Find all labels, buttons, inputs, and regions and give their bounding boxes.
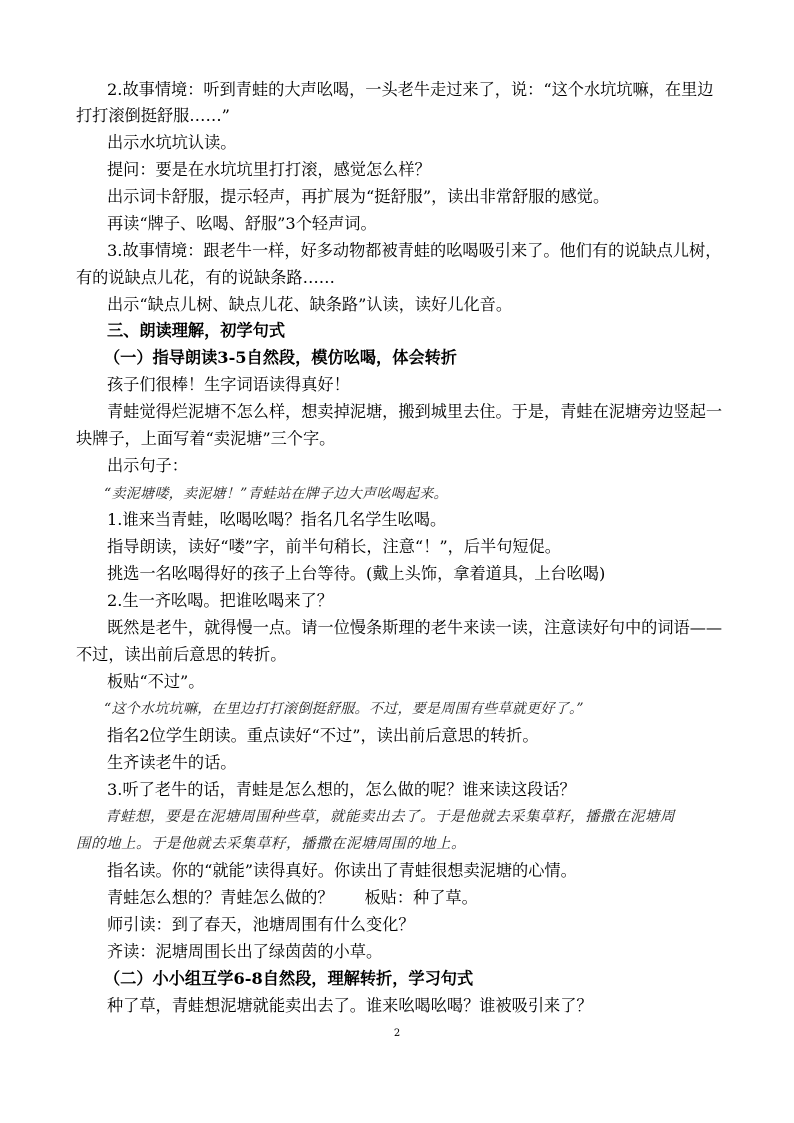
text-line: 有的说缺点儿花，有的说缺条路…… [76,268,335,287]
text-line: 1.谁来当青蛙，吆喝吆喝？指名几名学生吆喝。 [107,510,447,529]
page-number: 2 [393,1028,401,1039]
text-line: 青蛙怎么想的？青蛙怎么做的？ 板贴：种了草。 [107,888,478,907]
text-line: 不过，读出前后意思的转折。 [76,645,287,664]
text-line: 指导朗读，读好“喽”字，前半句稍长，注意“！”，后半句短促。 [107,537,561,556]
text-line: 挑选一名吆喝得好的孩子上台等待。(戴上头饰，拿着道具，上台吆喝) [107,564,606,583]
text-line: 出示水坑坑认读。 [107,133,237,152]
text-line: 师引读：到了春天，池塘周围有什么变化？ [107,915,415,934]
text-line: 生齐读老牛的话。 [107,753,237,772]
quoted-passage: 青蛙想，要是在泥塘周围种些草，就能卖出去了。于是他就去采集草籽，播撒在泥塘周 [105,809,675,825]
subsection-heading: （一）指导朗读3-5自然段，模仿吆喝，体会转折 [104,348,457,367]
text-line: 指名2位学生朗读。重点读好“不过”，读出前后意思的转折。 [107,726,539,745]
text-line: 再读“牌子、吆喝、舒服”3个轻声词。 [107,214,377,233]
text-line: 青蛙觉得烂泥塘不怎么样，想卖掉泥塘，搬到城里去住。于是，青蛙在泥塘旁边竖起一 [107,402,723,421]
quoted-passage: 围的地上。于是他就去采集草籽，播撒在泥塘周围的地上。 [76,836,466,852]
quoted-sentence: “这个水坑坑嘛，在里边打打滚倒挺舒服。不过，要是周围有些草就更好了。” [104,701,584,717]
text-line: 种了草，青蛙想泥塘就能卖出去了。谁来吆喝吆喝？谁被吸引来了？ [107,996,593,1015]
text-line: 打打滚倒挺舒服……” [76,106,230,125]
text-line: 2.生一齐吆喝。把谁吆喝来了？ [107,591,333,610]
subsection-heading: （二）小小组互学6-8自然段，理解转折，学习句式 [104,969,474,988]
text-line: 板贴“不过”。 [107,672,205,691]
quoted-sentence: “卖泥塘喽，卖泥塘！”青蛙站在牌子边大声吆喝起来。 [104,486,448,502]
section-heading: 三、朗读理解，初学句式 [107,321,286,340]
text-line: 3.故事情境：跟老牛一样，好多动物都被青蛙的吆喝吸引来了。他们有的说缺点儿树， [107,241,722,260]
text-line: 3.听了老牛的话，青蛙是怎么想的，怎么做的呢？谁来读这段话？ [107,780,576,799]
text-line: 提问：要是在水坑坑里打打滚，感觉怎么样？ [107,160,431,179]
text-line: 齐读：泥塘周围长出了绿茵茵的小草。 [107,942,383,961]
text-line: 块牌子，上面写着“卖泥塘”三个字。 [76,429,336,448]
text-line: 出示句子： [107,456,188,475]
text-line: 指名读。你的“就能”读得真好。你读出了青蛙很想卖泥塘的心情。 [107,861,577,880]
text-line: 出示词卡舒服，提示轻声，再扩展为“挺舒服”，读出非常舒服的感觉。 [107,187,610,206]
text-line: 2.故事情境：听到青蛙的大声吆喝，一头老牛走过来了，说：“这个水坑坑嘛，在里边 [107,80,714,99]
text-line: 孩子们很棒！生字词语读得真好！ [107,375,350,394]
text-line: 出示“缺点儿树、缺点儿花、缺条路”认读，读好儿化音。 [107,295,513,314]
text-line: 既然是老牛，就得慢一点。请一位慢条斯理的老牛来读一读，注意读好句中的词语—— [107,618,723,637]
